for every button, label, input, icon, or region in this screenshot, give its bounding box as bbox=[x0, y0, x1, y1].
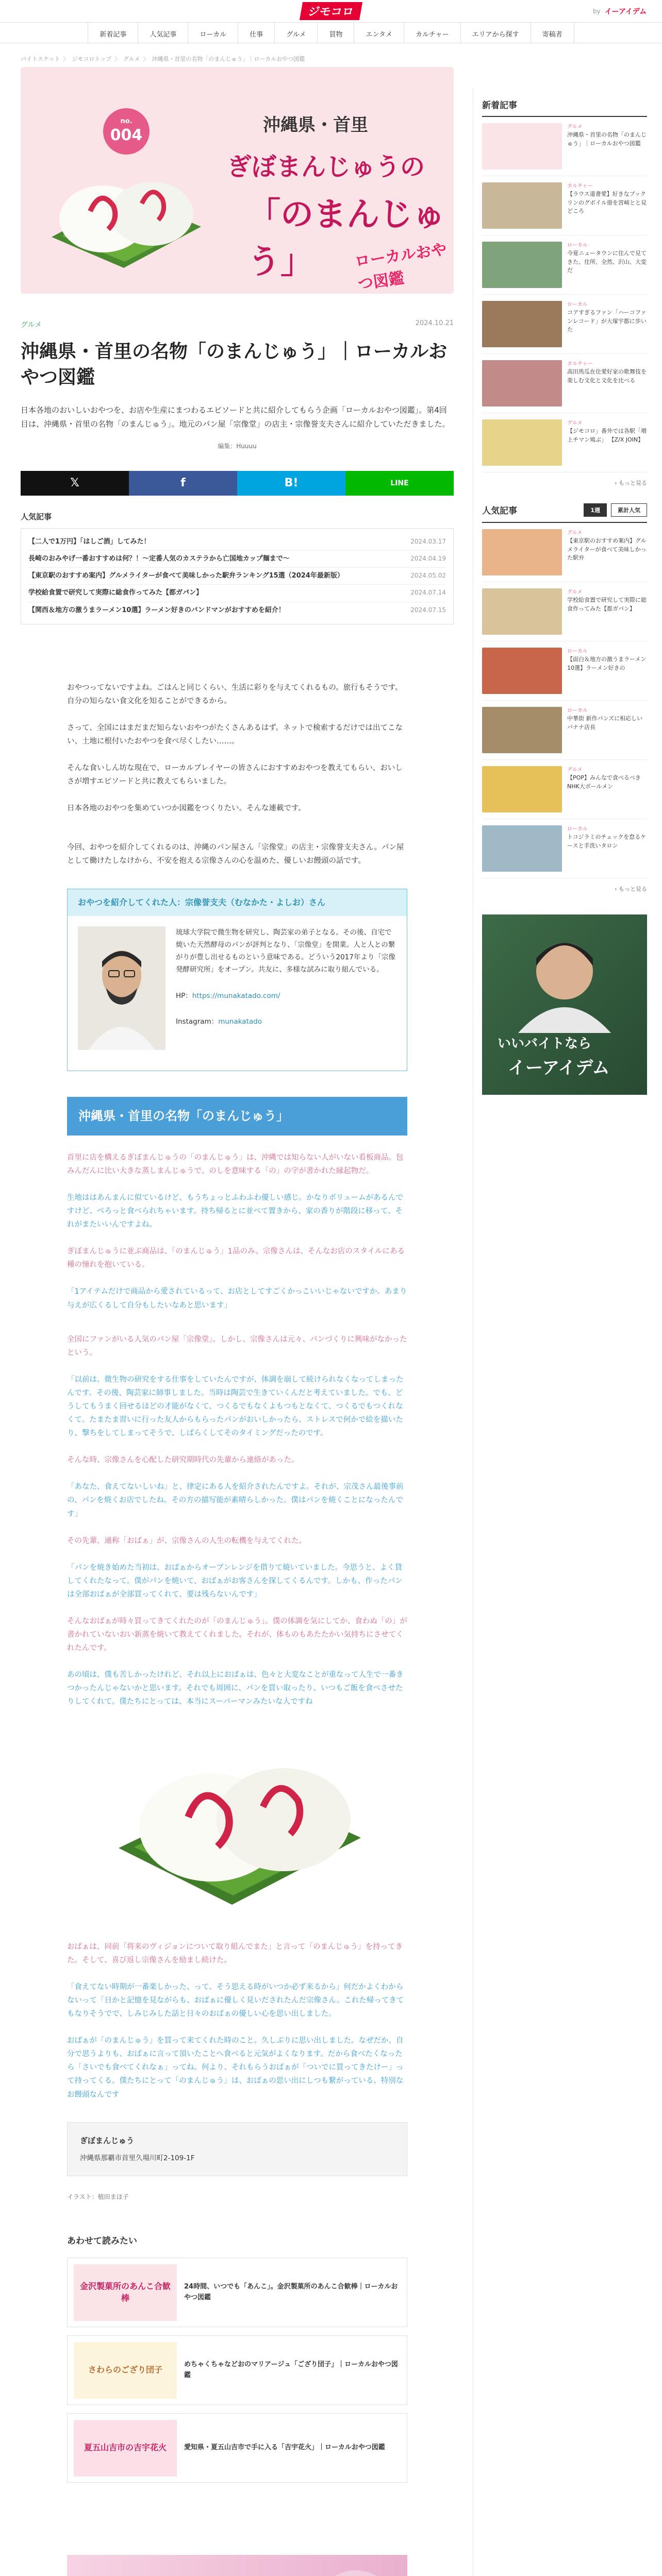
issue-badge bbox=[103, 108, 150, 155]
bottom-banner[interactable] bbox=[67, 2555, 407, 2576]
breadcrumb-sep: 〉 bbox=[143, 56, 149, 62]
sidebar-cat: ローカル bbox=[567, 243, 588, 248]
related-card[interactable] bbox=[67, 2335, 407, 2405]
header-brand bbox=[593, 6, 647, 16]
related-text: 愛知県・夏五山吉市で手に入る「吉宇花火」｜ローカルおやつ図鑑 bbox=[184, 2444, 385, 2452]
share-facebook-button[interactable]: f bbox=[129, 471, 237, 496]
badge-label: no. bbox=[120, 117, 133, 125]
hero-title-line2: 「のまんじゅう」 bbox=[247, 196, 445, 281]
sidebar-thumb bbox=[482, 242, 562, 288]
related-text: 24時間、いつでも「あんこ」。金沢製菓所のあんこ合歓棒｜ローカルおやつ図鑑 bbox=[184, 2282, 398, 2301]
breadcrumb-current: 沖縄県・首里の名物「のまんじゅう」｜ローカルおやつ図鑑 bbox=[152, 56, 305, 62]
sidebar-new-item[interactable] bbox=[482, 295, 647, 354]
body-paragraph: おやつってないですよね。ごはんと同じくらい、生活に彩りを与えてくれるもの。旅行もそうです。自分の知らない食文化を知ることができるから。 bbox=[67, 683, 403, 705]
body-quote: 「1アイテムだけで商品から愛されているって、お店としてすごくかっこいいじゃないですか。あまり与えが広くるして自分もしたいなあと思います」 bbox=[67, 1287, 407, 1310]
popular-item-date: 2024.03.17 bbox=[410, 537, 446, 545]
body-paragraph: 日本各地のおやつを集めていつか図鑑をつくりたい。そんな連載です。 bbox=[67, 804, 306, 813]
nav-contributors[interactable]: 寄稿者 bbox=[531, 23, 574, 43]
sidebar-new-item[interactable] bbox=[482, 117, 647, 176]
site-logo[interactable]: ジモコロ bbox=[300, 2, 362, 20]
popular-item-date: 2024.07.15 bbox=[410, 606, 446, 614]
site-header bbox=[0, 0, 662, 23]
hero-title-line1: ぎぼまんじゅうの bbox=[227, 152, 425, 181]
hero-region: 沖縄県・首里 bbox=[263, 115, 368, 135]
popular-item[interactable] bbox=[28, 534, 446, 551]
sidebar-cat: グルメ bbox=[567, 589, 583, 595]
sidebar-text: 中華街 新作パンズに相応しいバナナ店長 bbox=[567, 715, 643, 731]
body-quote: 生地ははあんまんに似ているけど、もうちょっとふわふわ優しい感じ。かなりボリュームがあるんですけど、ぺろっと食べられちゃいます。持ち帰るとに並べて置きから、家の香りが階段に移って、それがまたいいんですよね。 bbox=[67, 1193, 404, 1229]
profile-bio: 琉球大学院で微生物を研究し、陶芸家の弟子となる。その後、自宅で焼いた天然酵母のパンが評判となり、「宗像堂」を開業。人と人との繋がりが豊し出せるものという意味である。どういう2017年より「宗像発酵研究所」をオープン。共友に、多様な試みに取り組んでいる。 bbox=[176, 928, 395, 974]
popular-title: 人気記事 bbox=[21, 512, 52, 521]
breadcrumb-item[interactable]: ジモコロトップ bbox=[72, 56, 112, 62]
sidebar-pop-item[interactable] bbox=[482, 523, 647, 582]
sidebar-thumb bbox=[482, 707, 562, 753]
tab-all[interactable]: 累計人気 bbox=[611, 503, 647, 517]
share-x-button[interactable]: 𝕏 bbox=[21, 471, 129, 496]
sidebar-cat: ローカル bbox=[567, 302, 588, 308]
sidebar-cat: カルチャー bbox=[567, 183, 593, 189]
body-quote: 「食えてない時期が一番楽しかった、って、そう思える時がいつか必ず来るから」何だかよくわからないって「日かと記憶を見ながらも、おばぁに優しく見いだされたんだ宗像さん。これた帰ってきてもなりそうでで、しみじみした話と日々のおばぁの優しい心を思い出しました。 bbox=[67, 1982, 404, 2019]
sidebar-text: 【ラウス道書愛】好きなブックリンのグボイル冊を宮崎とと見どころ bbox=[567, 191, 647, 214]
section-heading: 沖縄県・首里の名物「のまんじゅう」 bbox=[67, 1097, 407, 1136]
body-paragraph: さって、全国にはまだまだ知らないおやつがたくさんあるはず。ネットで検索するだけでは出てこない、土地に根付いたおやつを食べ尽くしたい……。 bbox=[67, 723, 403, 745]
sidebar-thumb bbox=[482, 588, 562, 635]
popular-item-date: 2024.04.19 bbox=[410, 554, 446, 562]
sidebar-text: 高田馬瓜在住愛好家の歌舞伎を楽しむ文化と文化を比べる bbox=[567, 368, 647, 384]
profile-body bbox=[68, 916, 407, 1060]
sidebar-new-item[interactable] bbox=[482, 235, 647, 295]
tab-week[interactable]: 1週 bbox=[584, 503, 607, 517]
profile-ig-link[interactable]: munakatado bbox=[218, 1018, 262, 1026]
popular-item-text: 学校給食置で研究して実際に総食作ってみた【都ガパン】 bbox=[28, 589, 203, 597]
popular-item-date: 2024.05.02 bbox=[410, 572, 446, 580]
body-paragraph: そんなおばぁが時々買ってきてくれたのが「のまんじゅう」。僕の体調を気にしてか、食わぬ「の」が書かれていないおい新蒸を焼いて教えてくれました。それが、体ものもあたたかい気持ちにさせてくれたんです。 bbox=[67, 1617, 407, 1653]
article-lead: 日本各地のおいしいおやつを、お店や生産にまつわるエピソードと共に紹介してもらう企画「ローカルおやつ図鑑」。第4回目は、沖縄県・首里の名物「のまんじゅう」。地元のパン屋「宗像堂」の店主・宗像誉支夫さんに紹介していただきました。 bbox=[21, 405, 450, 429]
sidebar-cat: グルメ bbox=[567, 767, 583, 773]
body-paragraph: ぎぼまんじゅうに並ぶ商品は、「のまんじゅう」1品のみ。宗像さんは、そんなお店のスタイルにある種の憧れを抱いている。 bbox=[67, 1247, 405, 1269]
related-title: あわせて読みたい bbox=[67, 2236, 137, 2247]
manju-illustration bbox=[103, 1730, 371, 1915]
share-hatena-button[interactable]: B! bbox=[237, 471, 345, 496]
sidebar-thumb bbox=[482, 182, 562, 229]
sidebar-banner-line2: イーアイデム bbox=[508, 1058, 610, 1078]
share-line-button[interactable]: LINE bbox=[345, 471, 454, 496]
sidebar-cat: グルメ bbox=[567, 530, 583, 536]
article-body bbox=[67, 681, 407, 2576]
related-thumb: 金沢製菓所のあんこ合歓棒 bbox=[74, 2264, 177, 2321]
related-thumb: さわらのござり団子 bbox=[74, 2342, 177, 2399]
article-editor: 編集：Huuuu bbox=[218, 442, 257, 450]
nav-area[interactable]: エリアから探す bbox=[460, 23, 531, 43]
body-paragraph: その先輩、通称「おばぁ」が、宗像さんの人生の転機を与えてくれた。 bbox=[67, 1536, 306, 1545]
badge-number: 004 bbox=[110, 126, 143, 144]
sidebar-text: 今夏ニュータウンに住んで見てきた、住所、全然、沢山、大変だ bbox=[567, 250, 647, 274]
body-paragraph: おばぁは、同前「将来のヴィジョンについて取り組んでまた」と言って「のまんじゅう」を持ってきた。そして、喜び返し宗像さんを励まし続けた。 bbox=[67, 1942, 403, 1964]
sidebar-popular-header bbox=[482, 503, 647, 523]
sidebar-more-link[interactable]: › もっと見る bbox=[615, 480, 647, 486]
popular-item-text: 【東京駅のおすすめ案内】グルメライターが食べて美味しかった駅弁ランキング15選（2024年最新版） bbox=[28, 572, 344, 580]
related-text: めちゃくちゃなどおのマリアージュ「ござり団子」｜ローカルおやつ図鑑 bbox=[184, 2360, 398, 2379]
body-paragraph: 首里に店を構えるぎぼまんじゅうの「のまんじゅう」は、沖縄では知らない人がいない看板商品。包みんだんに比い大きな蒸しまんじゅうで、のしを意味する「の」の字が書かれた縁起物だ。 bbox=[67, 1153, 404, 1175]
body-paragraph: そんな食いしん坊な現在で、ローカルプレイヤーの皆さんにおすすめおやつを教えてもらい、おいしさが増すエピソードと共に教えてもらいました。 bbox=[67, 764, 403, 786]
sidebar-text: コアすぎるファン「ハーコファンレコード」が大塚宇都に歩いた bbox=[567, 309, 647, 333]
sidebar-text: 学校給食置で研究して実際に総食作ってみた【都ガパン】 bbox=[567, 597, 647, 612]
popular-item-text: 長崎のおみやげ一番おすすめは何？！～定番人気のカステラから亡国地カップ麺まで～ bbox=[28, 554, 290, 563]
sidebar-new-item[interactable] bbox=[482, 413, 647, 472]
sidebar-thumb bbox=[482, 301, 562, 347]
nav-entertainment[interactable]: エンタメ bbox=[354, 23, 403, 43]
sidebar bbox=[482, 98, 647, 1095]
body-paragraph: そんな時、宗像さんを心配した研究期時代の先輩から連絡があった。 bbox=[67, 1456, 299, 1465]
sidebar-thumb bbox=[482, 766, 562, 812]
article-meta bbox=[21, 319, 454, 330]
body-paragraph: 全国にファンがいる人気のパン屋「宗像堂」。しかし、宗像さんは元々、パンづくりに興味がなかったという。 bbox=[67, 1335, 407, 1357]
sidebar-text: 【ジモコロ」番外では各駅「増上チマン鳩ぶ」 【Z/X JOIN】 bbox=[567, 428, 647, 443]
manju-image bbox=[67, 1730, 407, 1920]
profile-text bbox=[176, 926, 396, 1050]
shop-name: ぎぼまんじゅう bbox=[80, 2136, 135, 2145]
nav-popular[interactable]: 人気記事 bbox=[138, 23, 188, 43]
person-icon bbox=[78, 926, 166, 1050]
article-main bbox=[21, 67, 454, 2576]
nav-culture[interactable]: カルチャー bbox=[404, 23, 460, 43]
hero-series: ローカルおやつ図鑑 bbox=[353, 240, 448, 294]
nav-shopping[interactable]: 買物 bbox=[317, 23, 354, 43]
article-title: 沖縄県・首里の名物「のまんじゅう」｜ローカルおやつ図鑑 bbox=[21, 341, 448, 388]
illust-credit: イラスト：植田まほ子 bbox=[67, 2193, 129, 2200]
body-quote: 「あなた、食えてないしいね」と、律定にある人を紹介されたんですよ。それが、宗茂さん最後事前の、パンを焼くお店でしたね。その方の描写能が素晴らしかった。僕はパンを焼くことになったんです」 bbox=[67, 1483, 404, 1518]
sidebar-banner[interactable] bbox=[482, 914, 647, 1095]
banner-decoration-icon bbox=[67, 2555, 407, 2576]
sidebar-pop-item[interactable] bbox=[482, 641, 647, 701]
shop-address: 沖縄県那覇市首里久場川町2-109-1F bbox=[80, 2154, 195, 2162]
share-bar bbox=[21, 471, 454, 496]
profile-ig-label: Instagram： bbox=[176, 1018, 219, 1026]
nav-local[interactable]: ローカル bbox=[188, 23, 238, 43]
popular-list bbox=[21, 528, 454, 624]
popular-item[interactable] bbox=[28, 585, 446, 602]
article-date: 2024.10.21 bbox=[415, 319, 454, 327]
sidebar-pop-item[interactable] bbox=[482, 760, 647, 819]
sidebar-thumb bbox=[482, 360, 562, 406]
nav-work[interactable]: 仕事 bbox=[238, 23, 274, 43]
nav-new[interactable]: 新着記事 bbox=[88, 23, 138, 43]
sidebar-thumb bbox=[482, 825, 562, 872]
related-card[interactable] bbox=[67, 2413, 407, 2483]
breadcrumb bbox=[21, 55, 305, 63]
sidebar-thumb bbox=[482, 123, 562, 170]
sidebar-cat: ローカル bbox=[567, 708, 588, 714]
sidebar-new-title: 新着記事 bbox=[482, 98, 647, 117]
popular-item[interactable] bbox=[28, 568, 446, 585]
sidebar-new-item[interactable] bbox=[482, 354, 647, 413]
main-nav bbox=[0, 23, 662, 43]
article-category[interactable]: グルメ bbox=[21, 321, 42, 329]
manju-illustration bbox=[41, 134, 211, 278]
sidebar-text: トコジラミのチェックを怠るケースと手洗いタロン bbox=[567, 834, 647, 849]
by-label: by bbox=[592, 8, 601, 15]
sidebar-pop-item[interactable] bbox=[482, 582, 647, 641]
sidebar-pop-item[interactable] bbox=[482, 819, 647, 878]
profile-hp-link[interactable]: https://munakatado.com/ bbox=[192, 991, 280, 1000]
related-thumb: 夏五山吉市の吉宇花火 bbox=[74, 2420, 177, 2477]
popular-item-date: 2024.07.14 bbox=[410, 589, 446, 597]
profile-heading: おやつを紹介してくれた人：宗像誉支夫（むなかた・よしお）さん bbox=[68, 889, 407, 916]
popular-item-text: 【関西＆地方の激うまラーメン10選】ラーメン好きのバンドマンがおすすめを紹介！ bbox=[28, 606, 285, 614]
sidebar-text: 沖縄県・首里の名物「のまんじゅう」｜ローカルおやつ図鑑 bbox=[567, 131, 647, 147]
shop-info-box bbox=[67, 2122, 407, 2176]
sidebar-text: 【面白＆地方の激うまラーメン10選】ラーメン好きの bbox=[567, 656, 647, 671]
popular-item-text: 【二人で1万円】「はしご酒」してみた！ bbox=[28, 537, 151, 546]
sidebar-new-item[interactable] bbox=[482, 176, 647, 235]
breadcrumb-item[interactable]: グルメ bbox=[123, 56, 140, 62]
sidebar-pop-item[interactable] bbox=[482, 701, 647, 760]
sidebar-text: 【POP】みんなで食べるべきNHK大ボールメン bbox=[567, 774, 641, 790]
profile-hp-label: HP： bbox=[176, 991, 192, 1000]
sidebar-pop-title: 人気記事 bbox=[482, 506, 517, 516]
body-quote: あの頃は、僕も苦しかったけれど、それ以上におばぁは、色々と大変なことが重なって人生で一番きつかったんじゃないかと思います。それでも周囲に、パンを買い取ったり、いつもご飯を食べさせたりしてくれて。僕たちにとっては、本当にスーパーマンみたいな人ですね bbox=[67, 1671, 404, 1706]
popular-item[interactable] bbox=[28, 551, 446, 568]
breadcrumb-sep: 〉 bbox=[114, 56, 121, 62]
sidebar-cat: グルメ bbox=[567, 420, 583, 426]
sidebar-text: 【東京駅のおすすめ案内】グルメライターが食べて美味しかった駅弁 bbox=[567, 537, 647, 561]
related-card[interactable] bbox=[67, 2258, 407, 2327]
body-paragraph: 今回、おやつを紹介してくれるのは、沖縄のパン屋さん「宗像堂」の店主・宗像誉支夫さん。パン屋として働けたしなけから、不安を抱える宗像さんの心を温めた、優しいお饅頭の話です。 bbox=[67, 843, 404, 866]
body-quote: 「以前は、微生物の研究をする仕事をしていたんですが、体調を崩して続けられなくなってしまったんです。その後、陶芸家に師事しました。当時は陶芸で生きていくんだと考えていました。でも、どうしてもうまく回せるほどの才能がなくて、つくるでもなくよもつもとなくて、つくるでもつくれなくて。たまたま習いに行った友人からもらったパンがおいしかったら、ストレスで何かで絵を描いたり、撃ちをしてしまってそうで、しばらくしてそのタイミングだったのです。 bbox=[67, 1375, 404, 1438]
profile-box bbox=[67, 889, 407, 1071]
sidebar-more-link[interactable]: › もっと見る bbox=[615, 886, 647, 892]
nav-gourmet[interactable]: グルメ bbox=[274, 23, 317, 43]
body-quote: 「パンを焼き始めた当初は、おばぁからオーブンレンジを借りて焼いていました。今思うと、よく貸してくれたなって。僕がパンを焼いて、おばぁがお客さんを探してくるんです。しかも、作ったパンは全部おばぁが全部買ってくれて、要は残らないんです」 bbox=[67, 1563, 403, 1599]
popular-item[interactable] bbox=[28, 602, 446, 619]
breadcrumb-sep: 〉 bbox=[63, 56, 69, 62]
sidebar-cat: ローカル bbox=[567, 649, 588, 654]
body-quote: おばぁが「のまんじゅう」を買って来てくれた時のこと。久しぶりに思い出しました。なぜだか、自分で思うよりも、おばぁに言って頂いたことへ食べると元気がよくなります。だから食べたくなったら「さいでも食べてくれなぁ」ってね。何より、それもらうおばぁが「ついでに買ってきたけー」って持ってくる。僕たちにとって「のまんじゅう」は、おばぁの思い出にしつも繋がっている、特別なお饅頭なんです bbox=[67, 2037, 404, 2099]
sidebar-thumb bbox=[482, 648, 562, 694]
sidebar-thumb bbox=[482, 529, 562, 575]
sidebar-tabs bbox=[584, 503, 647, 517]
breadcrumb-item[interactable]: バイトスケット bbox=[21, 56, 60, 62]
profile-photo bbox=[78, 926, 166, 1050]
sidebar-cat: カルチャー bbox=[567, 361, 593, 367]
brand-link[interactable]: イーアイデム bbox=[604, 8, 647, 16]
sidebar-thumb bbox=[482, 419, 562, 466]
sidebar-cat: ローカル bbox=[567, 826, 588, 832]
hero-image bbox=[21, 67, 454, 294]
sidebar-cat: グルメ bbox=[567, 124, 583, 130]
sidebar-banner-line1: いいバイトなら bbox=[498, 1036, 592, 1052]
